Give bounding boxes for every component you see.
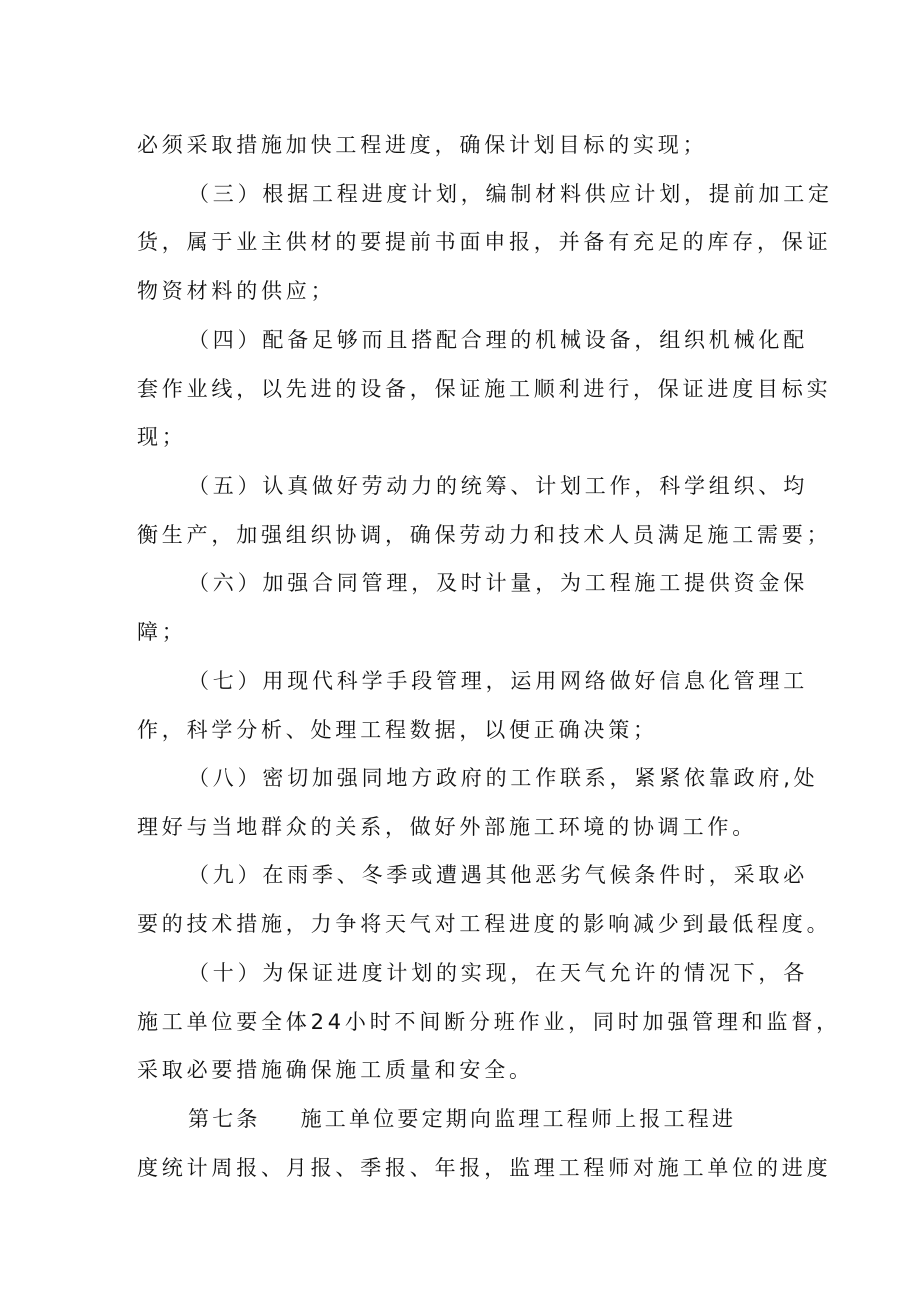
- text-line: 必须采取措施加快工程进度，确保计划目标的实现；: [137, 133, 708, 157]
- text-line: 物资材料的供应；: [137, 279, 336, 303]
- item-3-line: （三）根据工程进度计划，编制材料供应计划，提前加工定: [188, 182, 833, 206]
- item-5-line: （五）认真做好劳动力的统筹、计划工作，科学组织、均: [188, 474, 808, 498]
- text-line: 作，科学分析、处理工程数据，以便正确决策；: [137, 718, 658, 742]
- item-8-line: （八）密切加强同地方政府的工作联系，紧紧依靠政府,处: [188, 766, 819, 790]
- item-9-line: （九）在雨季、冬季或遭遇其他恶劣气候条件时，采取必: [188, 863, 808, 887]
- text-line: 现；: [137, 425, 187, 449]
- item-10-line: （十）为保证进度计划的实现，在天气允许的情况下，各: [188, 961, 808, 985]
- text-line: 采取必要措施确保施工质量和安全。: [137, 1058, 534, 1082]
- article-7-heading: [0, 1099, 920, 1139]
- item-7-line: （七）用现代科学手段管理，运用网络做好信息化管理工: [188, 669, 808, 693]
- item-4-line: （四）配备足够而且搭配合理的机械设备，组织机械化配: [188, 328, 808, 352]
- text-line: 套作业线，以先进的设备，保证施工顺利进行，保证进度目标实: [137, 377, 832, 401]
- text-line: 衡生产，加强组织协调，确保劳动力和技术人员满足施工需要；: [137, 523, 832, 547]
- article-number: 第七条: [188, 1107, 261, 1131]
- text-line: 货，属于业主供材的要提前书面申报，并备有充足的库存，保证: [137, 230, 832, 254]
- text-line: 障；: [137, 620, 187, 644]
- item-6-line: （六）加强合同管理，及时计量，为工程施工提供资金保: [188, 571, 808, 595]
- text-line: 施工单位要全体24小时不间断分班作业，同时加强管理和监督，: [137, 1010, 841, 1034]
- text-line: 度统计周报、月报、季报、年报，监理工程师对施工单位的进度: [137, 1156, 832, 1180]
- text-line: 理好与当地群众的关系，做好外部施工环境的协调工作。: [137, 815, 757, 839]
- text-line: 要的技术措施，力争将天气对工程进度的影响减少到最低程度。: [137, 912, 832, 936]
- article-text: 施工单位要定期向监理工程师上报工程进: [300, 1107, 737, 1131]
